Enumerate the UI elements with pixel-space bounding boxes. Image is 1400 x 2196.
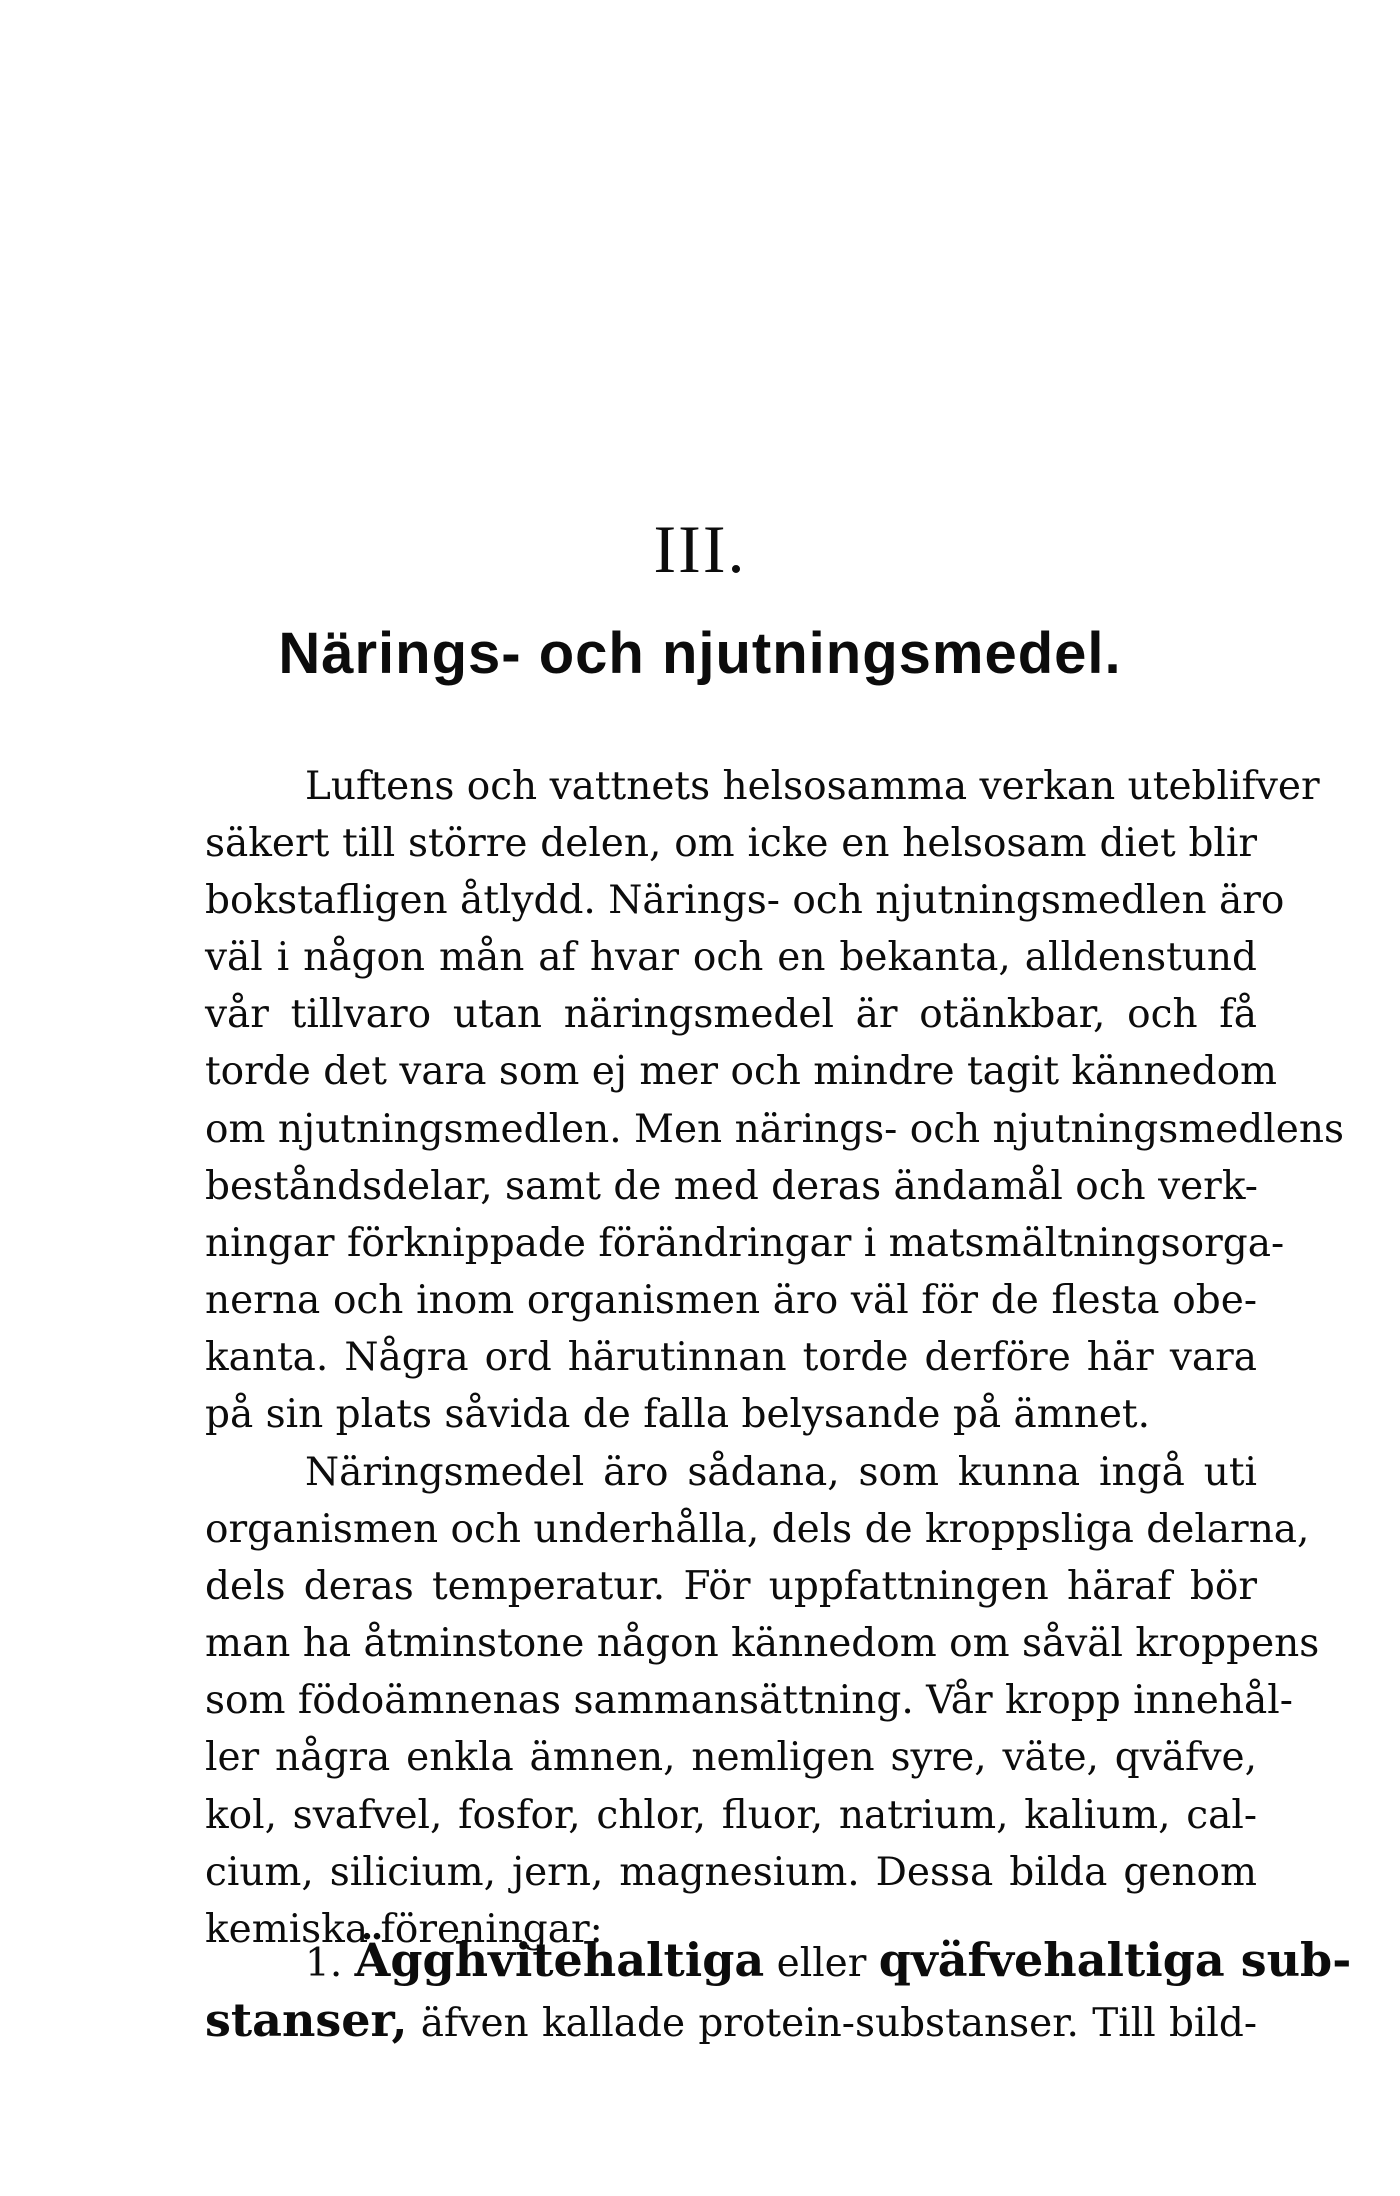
list-number: 1. — [305, 1941, 343, 1986]
text-line: väl i någon mån af hvar och en bekanta, alldenstund — [205, 935, 1257, 981]
text-line: bokstafligen åtlydd. Närings- och njutningsmedlen äro — [205, 878, 1285, 924]
text-line: kanta. Några ord härutinnan torde derföre här vara — [205, 1334, 1257, 1380]
text-line: ler några enkla ämnen, nemligen syre, väte, qväfve, — [205, 1735, 1257, 1781]
paragraph-2 — [205, 1444, 1320, 1958]
text-line: beståndsdelar, samt de med deras ändamål och verk- — [205, 1163, 1258, 1209]
text-line: organismen och underhålla, dels de kroppsliga delarna, — [205, 1507, 1310, 1553]
text-line: på sin plats såvida de falla belysande på ämnet. — [205, 1392, 1150, 1438]
text-line: som födoämnenas sammansättning. Vår kropp innehål- — [205, 1678, 1293, 1724]
text-line: vår tillvaro utan näringsmedel är otänkbar, och få — [205, 992, 1257, 1038]
text-line: torde det vara som ej mer och mindre tagit kännedom — [205, 1049, 1278, 1095]
text-line: nerna och inom organismen äro väl för de flesta obe- — [205, 1277, 1257, 1323]
text-line: kemiska föreningar: — [205, 1906, 603, 1952]
chapter-title: Närings- och njutningsmedel. — [278, 621, 1122, 686]
list-item-first-line — [205, 1930, 1352, 1990]
term-nitrogen-cont: stanser, — [205, 1993, 408, 2047]
term-egg-white: Ägghvitehaltiga — [354, 1933, 765, 1987]
term-nitrogen: qväfvehaltiga sub- — [878, 1933, 1352, 1987]
text-line: dels deras temperatur. För uppfattningen häraf bör — [205, 1564, 1257, 1610]
text-line: ningar förknippade förändringar i matsmältningsorga- — [205, 1220, 1285, 1266]
list-item-second-line — [205, 1990, 1257, 2050]
text-line: man ha åtminstone någon kännedom om såväl kroppens — [205, 1621, 1320, 1667]
chapter-number: III. — [653, 511, 747, 587]
list-item-text: äfven kallade protein-substanser. Till bild- — [420, 2001, 1257, 2046]
text-line: Luftens och vattnets helsosamma verkan uteblifver — [305, 764, 1320, 809]
text-line: kol, svafvel, fosfor, chlor, fluor, natrium, kalium, cal- — [205, 1792, 1257, 1838]
paragraph-1 — [205, 758, 1344, 1443]
text-line: säkert till större delen, om icke en helsosam diet blir — [205, 821, 1257, 867]
list-item-1 — [205, 1930, 1352, 2050]
text-line: om njutningsmedlen. Men närings- och njutningsmedlens — [205, 1106, 1344, 1152]
text-line: Näringsmedel äro sådana, som kunna ingå uti — [305, 1450, 1257, 1495]
text-line: cium, silicium, jern, magnesium. Dessa bilda genom — [205, 1849, 1257, 1895]
connector-word: eller — [776, 1941, 867, 1986]
